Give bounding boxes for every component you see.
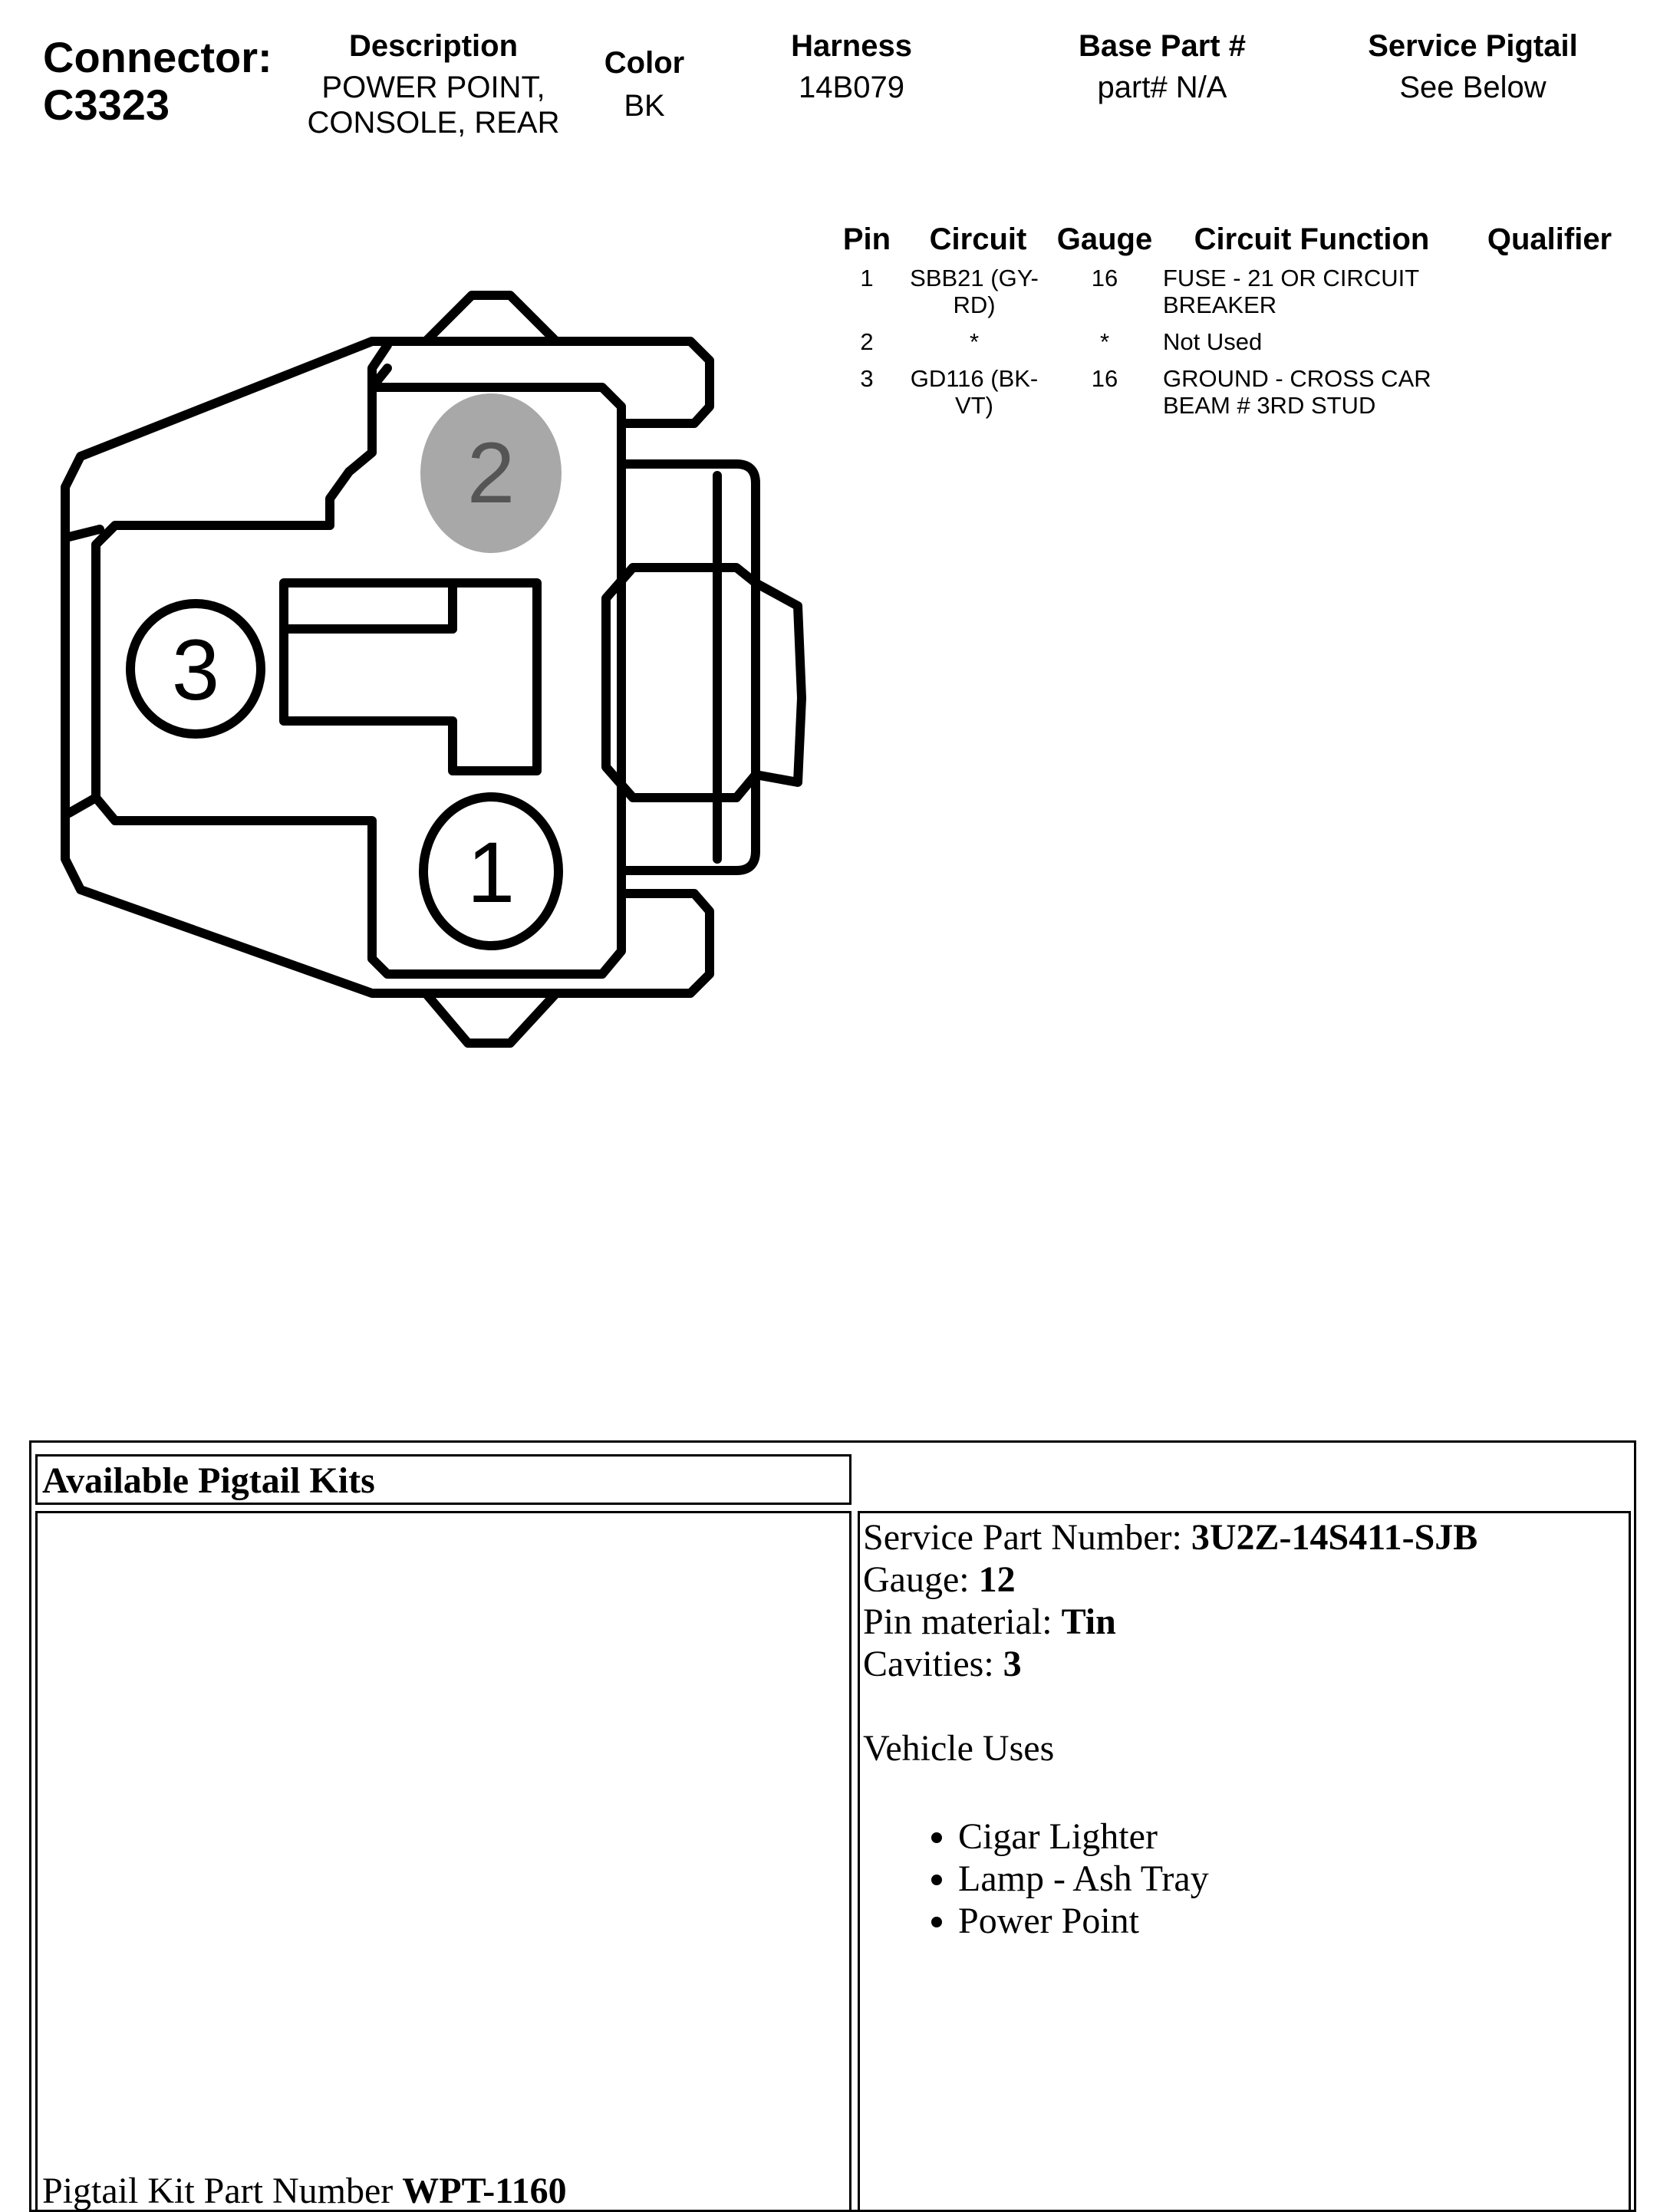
service-part-number <box>863 1516 1629 1559</box>
list-item: • Power Point <box>958 1900 1629 1942</box>
row-circuit-line1: SBB21 (GY- <box>910 265 1039 291</box>
pin-2-label: 2 <box>466 425 515 521</box>
pigtail-kit-part-number <box>42 2170 567 2212</box>
service-pigtail-value: See Below <box>1399 71 1546 104</box>
pin-1-label: 1 <box>466 825 515 920</box>
pigtail-kits-title: Available Pigtail Kits <box>42 1460 375 1501</box>
kit-pin-material <box>863 1601 1629 1643</box>
row-function-line1: FUSE - 21 OR CIRCUIT <box>1163 265 1420 291</box>
connector-top-latch <box>426 295 556 341</box>
table-row <box>836 365 1649 426</box>
pin-3-cavity <box>130 604 261 734</box>
table-row <box>836 328 1649 363</box>
service-pigtail-label: Service Pigtail <box>1368 29 1578 63</box>
service-part-label: Service Part Number: <box>863 1517 1191 1558</box>
gauge-header: Gauge <box>1056 222 1153 256</box>
list-item: • Cigar Lighter <box>958 1815 1629 1858</box>
row-pin: 3 <box>860 365 874 392</box>
connector-face-diagram <box>0 0 844 1074</box>
harness-label: Harness <box>791 29 912 63</box>
circuit-function-header: Circuit Function <box>1194 222 1430 256</box>
list-item: • Lamp - Ash Tray <box>958 1858 1629 1900</box>
pigtail-kit-image-cell <box>35 1511 851 2212</box>
connector-id: C3323 <box>43 81 170 129</box>
pigtail-kit-part-label: Pigtail Kit Part Number <box>42 2171 403 2211</box>
row-function <box>1163 365 1470 419</box>
row-function-line2: BEAM # 3RD STUD <box>1163 392 1376 419</box>
row-gauge: 16 <box>1091 265 1118 291</box>
row-circuit: * <box>969 328 980 355</box>
row-pin: 1 <box>860 265 874 291</box>
pin-table <box>836 222 1649 437</box>
base-part-label: Base Part # <box>1079 29 1246 63</box>
connector-right-tab <box>621 464 756 871</box>
connector-right-lock <box>606 568 802 798</box>
pin-2-cavity <box>420 393 562 553</box>
row-pin: 2 <box>860 328 874 355</box>
circuit-header: Circuit <box>929 222 1027 256</box>
row-circuit <box>901 365 1047 419</box>
description-label: Description <box>348 29 519 63</box>
harness-value: 14B079 <box>799 71 904 104</box>
kit-pin-material-value: Tin <box>1061 1601 1116 1642</box>
pigtail-kits-title-cell <box>35 1454 851 1505</box>
connector-label: Connector: <box>43 33 272 81</box>
connector-bottom-latch <box>426 993 556 1043</box>
vehicle-uses-label: Vehicle Uses <box>863 1728 1055 1769</box>
service-part-value: 3U2Z-14S411-SJB <box>1191 1517 1478 1558</box>
kit-pin-material-label: Pin material: <box>863 1601 1062 1642</box>
description-line2: CONSOLE, REAR <box>307 106 560 140</box>
pigtail-kit-details-cell <box>858 1511 1631 2212</box>
base-part-column <box>1036 29 1289 105</box>
service-pigtail-column <box>1335 29 1611 105</box>
row-function-line1: GROUND - CROSS CAR <box>1163 365 1431 392</box>
row-circuit-line2: RD) <box>953 291 996 318</box>
row-function-line2: BREAKER <box>1163 291 1277 318</box>
color-label: Color <box>604 46 685 80</box>
kit-gauge-value: 12 <box>978 1559 1016 1600</box>
row-gauge: * <box>1099 328 1110 355</box>
row-circuit-line1: GD116 (BK- <box>910 365 1039 392</box>
kit-cavities-label: Cavities: <box>863 1644 1003 1684</box>
vehicle-uses-list <box>863 1815 1629 1942</box>
color-value: BK <box>624 89 665 123</box>
qualifier-header: Qualifier <box>1487 222 1612 256</box>
connector-center-key <box>284 583 537 771</box>
kit-cavities-value: 3 <box>1003 1644 1022 1684</box>
kit-cavities <box>863 1643 1629 1685</box>
row-function: Not Used <box>1163 328 1263 355</box>
table-row <box>836 265 1649 326</box>
row-circuit-line2: VT) <box>955 392 993 419</box>
row-function <box>1163 265 1470 318</box>
description-line1: POWER POINT, <box>321 71 545 104</box>
row-gauge: 16 <box>1091 365 1118 392</box>
base-part-value: part# N/A <box>1097 71 1227 104</box>
pin-1-cavity <box>423 797 558 946</box>
kit-gauge-label: Gauge: <box>863 1559 979 1600</box>
pin-3-label: 3 <box>171 622 220 718</box>
row-circuit <box>901 265 1047 318</box>
kit-gauge <box>863 1559 1629 1601</box>
pigtail-kit-part-value: WPT-1160 <box>402 2171 567 2211</box>
pin-header: Pin <box>842 222 891 256</box>
